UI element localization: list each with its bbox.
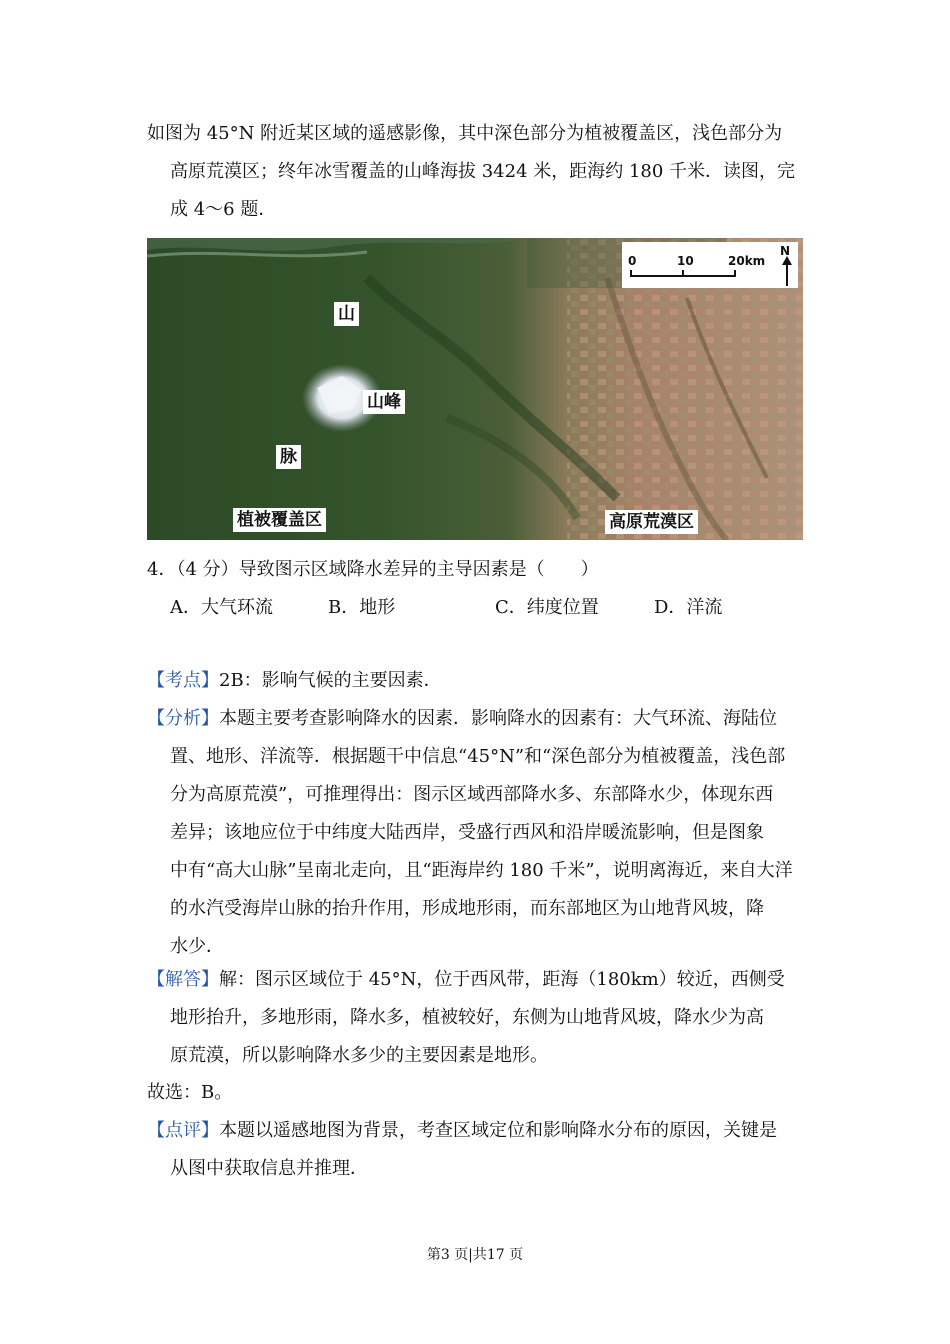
jieda-line-3: 原荒漠，所以影响降水多少的主要因素是地形。 — [170, 1045, 548, 1066]
jieda-text-1: 解：图示区域位于 45°N，位于西风带，距海（180km）较近，西侧受 — [219, 969, 785, 990]
scale-label-10: 10 — [677, 254, 694, 268]
scale-label-0: 0 — [628, 254, 637, 268]
jieda-first-line — [147, 968, 785, 992]
kaodian-tag: 【考点】 — [147, 670, 219, 691]
option-b: B．地形 — [328, 597, 396, 618]
jieda-tag: 【解答】 — [147, 969, 219, 990]
dianping-text-1: 本题以遥感地图为背景，考查区域定位和影响降水分布的原因，关键是 — [219, 1120, 777, 1141]
fenxi-first-line — [147, 707, 777, 731]
map-label-peak: 山峰 — [363, 390, 405, 414]
map-label-mountain-1: 山 — [334, 302, 359, 326]
satellite-map — [147, 238, 803, 540]
fenxi-line-4: 差异；该地应位于中纬度大陆西岸，受盛行西风和沿岸暖流影响，但是图象 — [170, 822, 764, 843]
intro-line-1: 如图为 45°N 附近某区域的遥感影像，其中深色部分为植被覆盖区，浅色部分为 — [147, 123, 783, 144]
map-label-desert: 高原荒漠区 — [605, 510, 698, 534]
scale-bar — [622, 242, 798, 288]
dianping-first-line — [147, 1119, 777, 1143]
fenxi-line-3: 分为高原荒漠”，可推理得出：图示区域西部降水多、东部降水少，体现东西 — [170, 784, 774, 805]
north-arrow-icon — [781, 256, 793, 286]
option-d: D．洋流 — [654, 597, 723, 618]
fenxi-line-5: 中有“高大山脉”呈南北走向，且“距海岸约 180 千米”，说明离海近，来自大洋 — [170, 860, 793, 881]
option-a: A．大气环流 — [170, 597, 273, 618]
fenxi-line-6: 的水汽受海岸山脉的抬升作用，形成地形雨，而东部地区为山地背风坡，降 — [170, 898, 764, 919]
fenxi-text-1: 本题主要考查影响降水的因素．影响降水的因素有：大气环流、海陆位 — [219, 708, 777, 729]
answer-line: 故选：B。 — [147, 1082, 233, 1103]
dianping-line-2: 从图中获取信息并推理． — [170, 1158, 368, 1179]
scale-label-20: 20km — [728, 254, 766, 268]
dianping-tag: 【点评】 — [147, 1120, 219, 1141]
option-c: C．纬度位置 — [495, 597, 599, 618]
map-label-mountain-2: 脉 — [276, 445, 301, 469]
intro-line-3: 成 4～6 题． — [170, 199, 277, 220]
fenxi-tag: 【分析】 — [147, 708, 219, 729]
jieda-line-2: 地形抬升，多地形雨，降水多，植被较好，东侧为山地背风坡，降水少为高 — [170, 1007, 764, 1028]
intro-line-2: 高原荒漠区；终年冰雪覆盖的山峰海拔 3424 米，距海约 180 千米．读图，完 — [170, 161, 796, 182]
fenxi-line-7: 水少． — [170, 936, 224, 957]
scale-bar-graphic — [622, 242, 798, 288]
page-footer: 第3 页|共17 页 — [426, 1247, 524, 1263]
kaodian-line — [147, 669, 442, 693]
kaodian-text: 2B：影响气候的主要因素． — [219, 670, 442, 691]
north-label: N — [780, 244, 791, 258]
question-stem: 4．（4 分）导致图示区域降水差异的主导因素是（ ） — [147, 559, 599, 580]
fenxi-line-2: 置、地形、洋流等．根据题干中信息“45°N”和“深色部分为植被覆盖，浅色部 — [170, 746, 786, 767]
map-label-vegetation: 植被覆盖区 — [233, 508, 326, 532]
